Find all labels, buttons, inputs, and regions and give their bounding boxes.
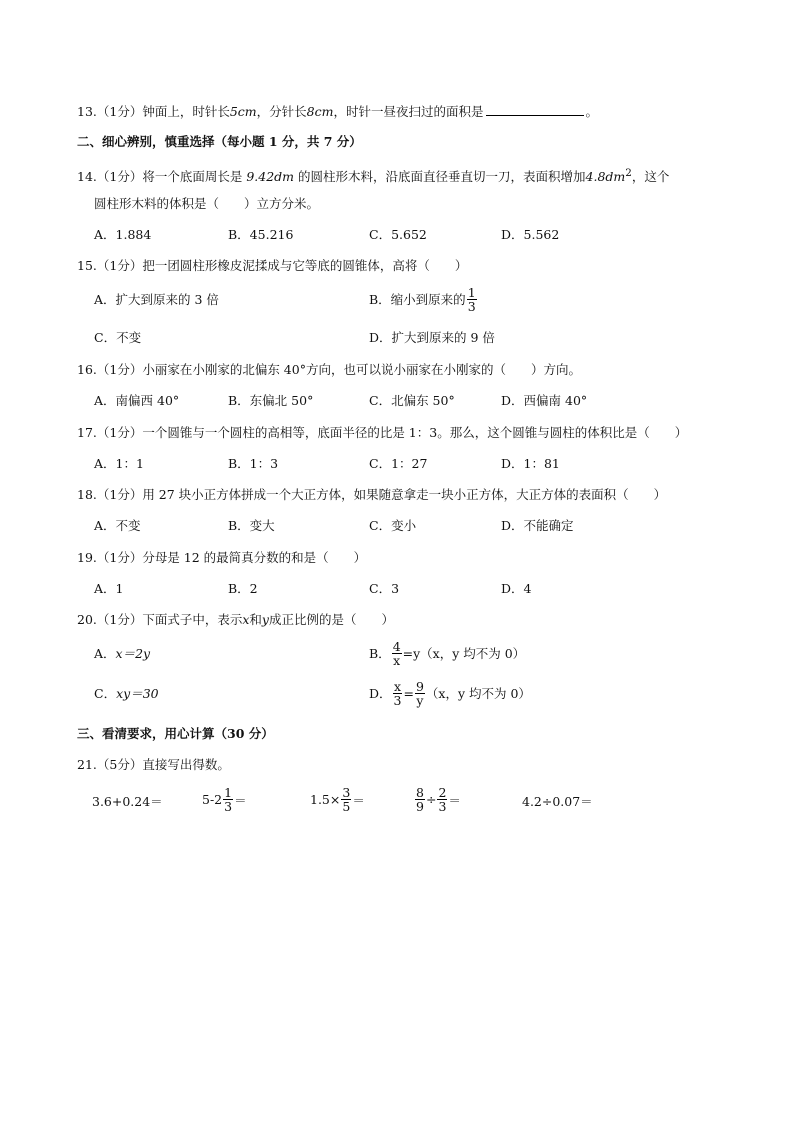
q14-option-a[interactable]: A．1.884: [94, 227, 152, 242]
fraction: [467, 286, 477, 313]
calc-3-equals: ＝: [352, 792, 365, 808]
q14-option-d[interactable]: D．5.562: [501, 227, 560, 242]
q20-option-a-expr: x＝2y: [115, 646, 151, 661]
q14-text-b: 的圆柱形木料，沿底面直径垂直切一刀，表面积增加: [298, 169, 586, 185]
q13-text: 13.（1分）钟面上，时针长: [77, 104, 230, 119]
q13-text-mid: ，分针长: [256, 104, 307, 119]
section-2-heading: 二、细心辨别，慎重选择（每小题 1 分，共 7 分）: [77, 134, 362, 149]
calc-1-text: 3.6+0.24＝: [92, 794, 163, 809]
section-3-heading: 三、看清要求，用心计算（30 分）: [77, 726, 274, 741]
calc-item-1: [92, 792, 163, 810]
fraction-numerator: 8: [416, 785, 424, 800]
q20-option-c-label: C．: [94, 686, 117, 701]
question-20: [77, 612, 394, 628]
q20-option-a[interactable]: [94, 646, 150, 662]
question-16: 16.（1分）小丽家在小刚家的北偏东 40°方向，也可以说小丽家在小刚家的（ ）方向。: [77, 362, 581, 377]
q13-end: 。: [585, 104, 599, 119]
q16-option-d[interactable]: D．西偏南 40°: [501, 393, 588, 408]
question-13: [77, 103, 598, 120]
question-17: 17.（1分）一个圆锥与一个圆柱的高相等，底面半径的比是 1：3。那么，这个圆锥与圆柱的体积比是（ ）: [77, 425, 688, 440]
q19-option-b[interactable]: B．2: [228, 581, 258, 596]
q16-option-b[interactable]: B．东偏北 50°: [228, 393, 314, 408]
answer-blank[interactable]: [486, 103, 584, 116]
q18-option-a[interactable]: A．不变: [94, 518, 141, 533]
q15-option-c[interactable]: C．不变: [94, 330, 142, 345]
q14-text-c: ，这个: [631, 169, 670, 185]
question-18: 18.（1分）用 27 块小正方体拼成一个大正方体，如果随意拿走一块小正方体，大正方体的表面积（ ）: [77, 487, 667, 502]
fraction: [415, 680, 425, 707]
calc-item-4: [414, 786, 461, 813]
q13-minute-hand: 8cm: [306, 104, 334, 119]
fraction-numerator: 1: [467, 285, 476, 300]
fraction-denominator: 3: [438, 799, 447, 814]
q14-superscript: 2: [625, 167, 632, 179]
fraction-denominator: 5: [342, 799, 351, 814]
fraction: [437, 786, 447, 813]
q20-option-a-label: A．: [94, 646, 116, 661]
q20-option-b-label: B．: [369, 645, 391, 661]
q14-text: 14.（1分）将一个底面周长是: [77, 169, 243, 185]
fraction-denominator: 9: [416, 799, 424, 814]
q14-option-b[interactable]: B．45.216: [228, 227, 294, 242]
fraction-denominator: 3: [467, 299, 476, 314]
q20-option-c[interactable]: [94, 686, 159, 702]
fraction-denominator: x: [393, 653, 401, 668]
q20-option-b-rest: =y（x，y 均不为 0）: [402, 645, 526, 661]
q20-option-c-expr: xy＝30: [116, 686, 159, 701]
fraction: [392, 640, 402, 667]
q20-option-d-rest: （x，y 均不为 0）: [425, 685, 531, 701]
q18-option-c[interactable]: C．变小: [369, 518, 417, 533]
divide-sign: ÷: [425, 792, 437, 807]
q16-option-c[interactable]: C．北偏东 50°: [369, 393, 455, 408]
fraction: [415, 786, 425, 813]
fraction-numerator: 4: [392, 639, 401, 654]
calc-item-2: [202, 786, 247, 813]
fraction-denominator: 3: [224, 799, 233, 814]
fraction-denominator: 3: [393, 693, 402, 708]
question-21: 21.（5分）直接写出得数。: [77, 757, 230, 772]
q20-text-b: 成正比例的是（ ）: [268, 612, 394, 627]
q15-option-b[interactable]: [369, 286, 478, 313]
q20-option-b[interactable]: [369, 640, 525, 667]
fraction: [393, 680, 403, 707]
calc-5-text: 4.2÷0.07＝: [522, 794, 593, 809]
q20-and: 和: [249, 612, 262, 627]
question-15: 15.（1分）把一团圆柱形橡皮泥揉成与它等底的圆锥体，高将（ ）: [77, 258, 468, 273]
q19-option-d[interactable]: D．4: [501, 581, 532, 596]
q14-option-c[interactable]: C．5.652: [369, 227, 427, 242]
fraction: [223, 786, 233, 813]
question-19: 19.（1分）分母是 12 的最简真分数的和是（ ）: [77, 550, 367, 565]
q20-option-d[interactable]: [369, 680, 531, 707]
question-14: [77, 165, 669, 185]
q13-text-tail: ，时针一昼夜扫过的面积是: [333, 104, 484, 119]
calc-2-text: 5-2: [202, 792, 223, 807]
equals-sign: =: [403, 685, 414, 701]
fraction-numerator: 9: [415, 679, 424, 694]
q13-hour-hand: 5cm: [229, 104, 257, 119]
q20-text: 20.（1分）下面式子中，表示: [77, 612, 243, 627]
q20-var-y: y: [261, 612, 269, 627]
q19-option-c[interactable]: C．3: [369, 581, 400, 596]
question-14-line2: 圆柱形木料的体积是（ ）立方分米。: [94, 196, 320, 211]
fraction: [341, 786, 351, 813]
q18-option-b[interactable]: B．变大: [228, 518, 275, 533]
calc-4-equals: ＝: [448, 792, 461, 808]
q14-area-increase: 4.8dm: [585, 169, 626, 185]
fraction-numerator: 2: [438, 785, 447, 800]
calc-item-5: [522, 792, 593, 810]
q19-option-a[interactable]: A．1: [94, 581, 124, 596]
q15-option-b-text: B．缩小到原来的: [369, 291, 466, 307]
q20-option-d-label: D．: [369, 685, 392, 701]
fraction-denominator: y: [416, 693, 424, 708]
q17-option-d[interactable]: D．1：81: [501, 456, 560, 471]
fraction-numerator: x: [393, 679, 402, 694]
q17-option-b[interactable]: B．1：3: [228, 456, 279, 471]
q17-option-a[interactable]: A．1：1: [94, 456, 144, 471]
q17-option-c[interactable]: C．1：27: [369, 456, 428, 471]
q20-var-x: x: [242, 612, 250, 627]
q15-option-a[interactable]: A．扩大到原来的 3 倍: [94, 292, 219, 307]
q15-option-d[interactable]: D．扩大到原来的 9 倍: [369, 330, 495, 345]
calc-2-equals: ＝: [234, 792, 247, 808]
q16-option-a[interactable]: A．南偏西 40°: [94, 393, 180, 408]
fraction-numerator: 3: [342, 785, 351, 800]
calc-item-3: [310, 786, 365, 813]
q18-option-d[interactable]: D．不能确定: [501, 518, 574, 533]
q14-circumference: 9.42dm: [246, 169, 295, 185]
calc-3-text: 1.5×: [310, 792, 341, 807]
fraction-numerator: 1: [224, 785, 233, 800]
